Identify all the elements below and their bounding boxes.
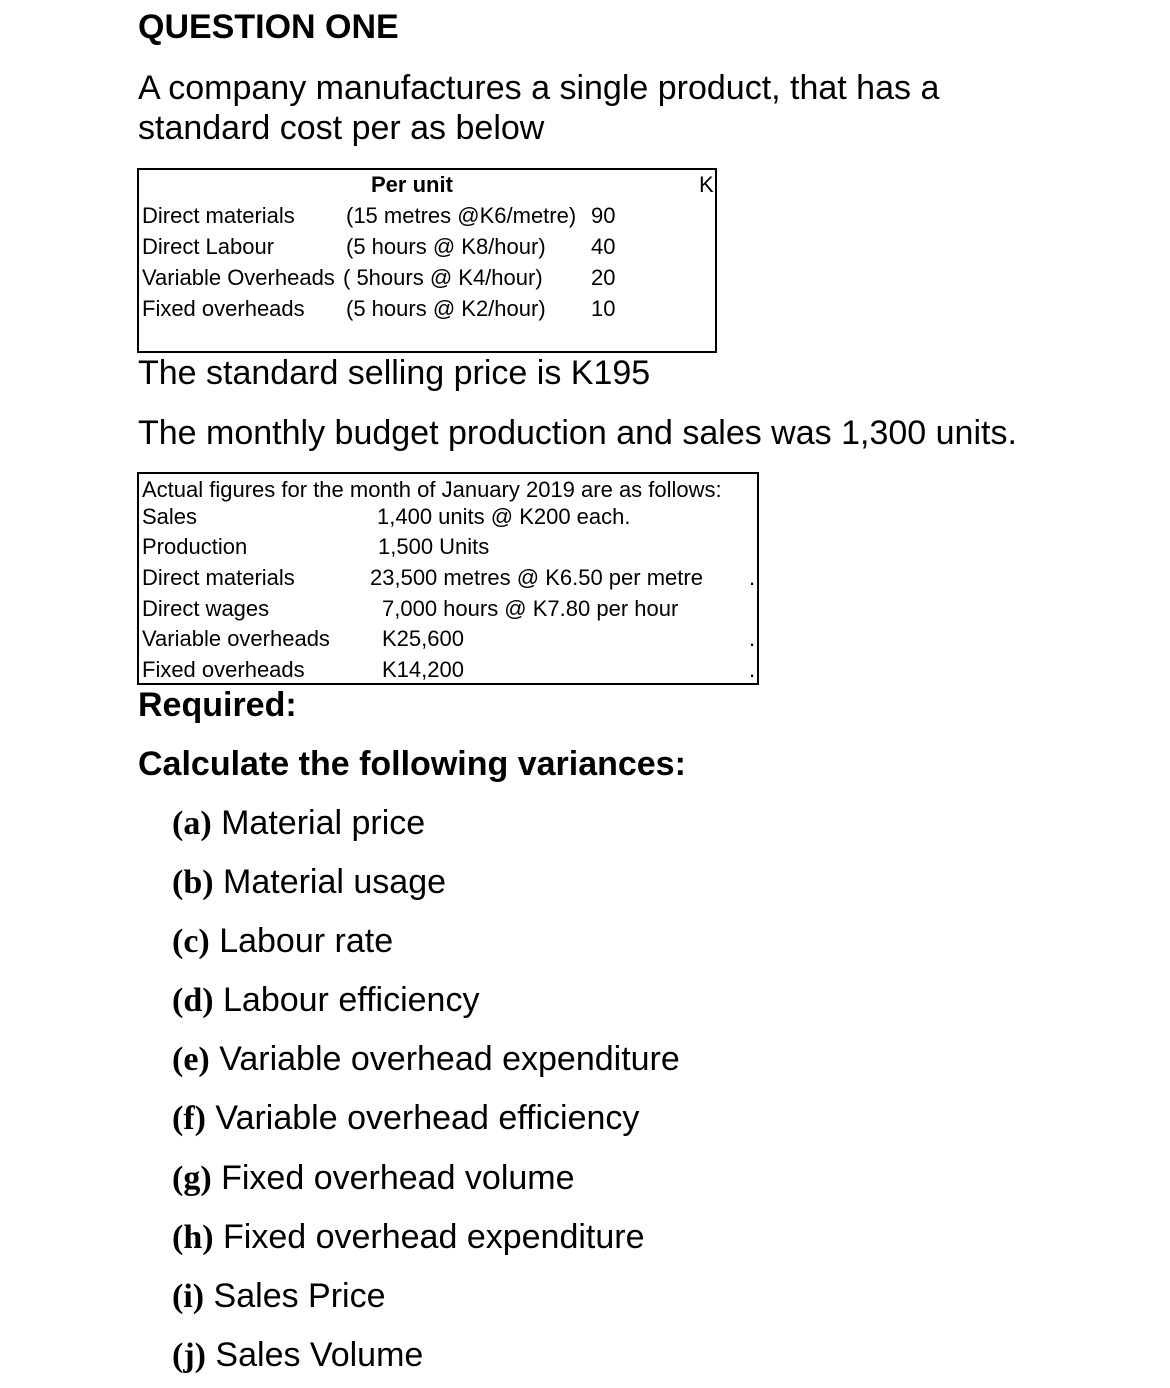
variance-label: (h) [172,1219,214,1256]
intro-line-2: standard cost per as below [138,109,545,147]
variance-text: Material price [221,804,426,842]
actual-row-value: 1,400 units @ K200 each. [377,504,631,529]
variance-label: (c) [172,923,210,960]
actual-row-item: Direct wages [142,596,270,621]
variance-item [172,1099,639,1138]
cost-row-basis: (5 hours @ K2/hour) [346,296,546,321]
variance-item [172,922,393,961]
cost-row-amount: 10 [591,296,616,321]
row-dot-mark: . [749,565,756,590]
cost-row-item: Direct materials [142,203,295,228]
selling-price-text: The standard selling price is K195 [138,354,651,392]
variance-text: Variable overhead expenditure [219,1040,680,1078]
actual-figures-table [137,472,759,685]
actual-row-item: Sales [142,504,198,529]
variance-label: (b) [172,864,214,901]
variance-text: Labour rate [219,922,394,960]
variance-label: (j) [172,1337,206,1374]
cost-row-amount: 90 [591,203,616,228]
variance-text: Labour efficiency [223,981,480,1019]
variance-item [172,863,446,902]
question-title: QUESTION ONE [138,8,399,46]
variance-label: (a) [172,805,212,842]
row-dot-mark: . [749,626,756,651]
per-unit-header: Per unit [371,172,453,197]
cost-row-basis: (5 hours @ K8/hour) [346,234,546,259]
row-dot-mark: . [749,657,756,682]
variance-item [172,1218,645,1257]
variance-item [172,1040,680,1079]
instruction-text: Calculate the following variances: [138,745,686,783]
actual-row-value: 23,500 metres @ K6.50 per metre [370,565,703,590]
variance-item [172,1336,423,1375]
variance-text: Sales Volume [215,1336,424,1374]
actual-row-item: Fixed overheads [142,657,305,682]
variance-item [172,1159,575,1198]
variance-text: Fixed overhead expenditure [223,1218,645,1256]
actual-row-item: Production [142,534,248,559]
variance-label: (g) [172,1160,212,1197]
intro-line-1: A company manufactures a single product, that has a [138,69,940,107]
actual-row-item: Variable overheads [142,626,330,651]
cost-row-item: Direct Labour [142,234,275,259]
actual-row-value: K25,600 [382,626,464,651]
variance-label: (f) [172,1100,206,1137]
variance-label: (e) [172,1041,210,1078]
required-label: Required: [138,686,297,724]
variance-text: Sales Price [213,1277,386,1315]
budget-text: The monthly budget production and sales was 1,300 units. [138,414,1017,452]
variance-label: (i) [172,1278,205,1315]
cost-row-item: Fixed overheads [142,296,305,321]
cost-row-amount: 20 [591,265,616,290]
cost-row-item: Variable Overheads [142,265,335,290]
variance-label: (d) [172,982,214,1019]
variance-item [172,804,425,843]
variance-item [172,981,479,1020]
currency-header: K [699,172,714,197]
actual-row-value: 7,000 hours @ K7.80 per hour [382,596,679,621]
variance-text: Variable overhead efficiency [215,1099,640,1137]
actual-row-value: 1,500 Units [378,534,490,559]
variance-text: Fixed overhead volume [221,1159,575,1197]
cost-row-basis: ( 5hours @ K4/hour) [343,265,543,290]
variance-text: Material usage [223,863,447,901]
actual-figures-header: Actual figures for the month of January 2019 are as follows: [142,477,722,502]
cost-row-basis: (15 metres @K6/metre) [346,203,577,228]
variance-item [172,1277,386,1316]
actual-row-item: Direct materials [142,565,295,590]
actual-row-value: K14,200 [382,657,464,682]
cost-row-amount: 40 [591,234,616,259]
standard-cost-table [137,168,717,353]
